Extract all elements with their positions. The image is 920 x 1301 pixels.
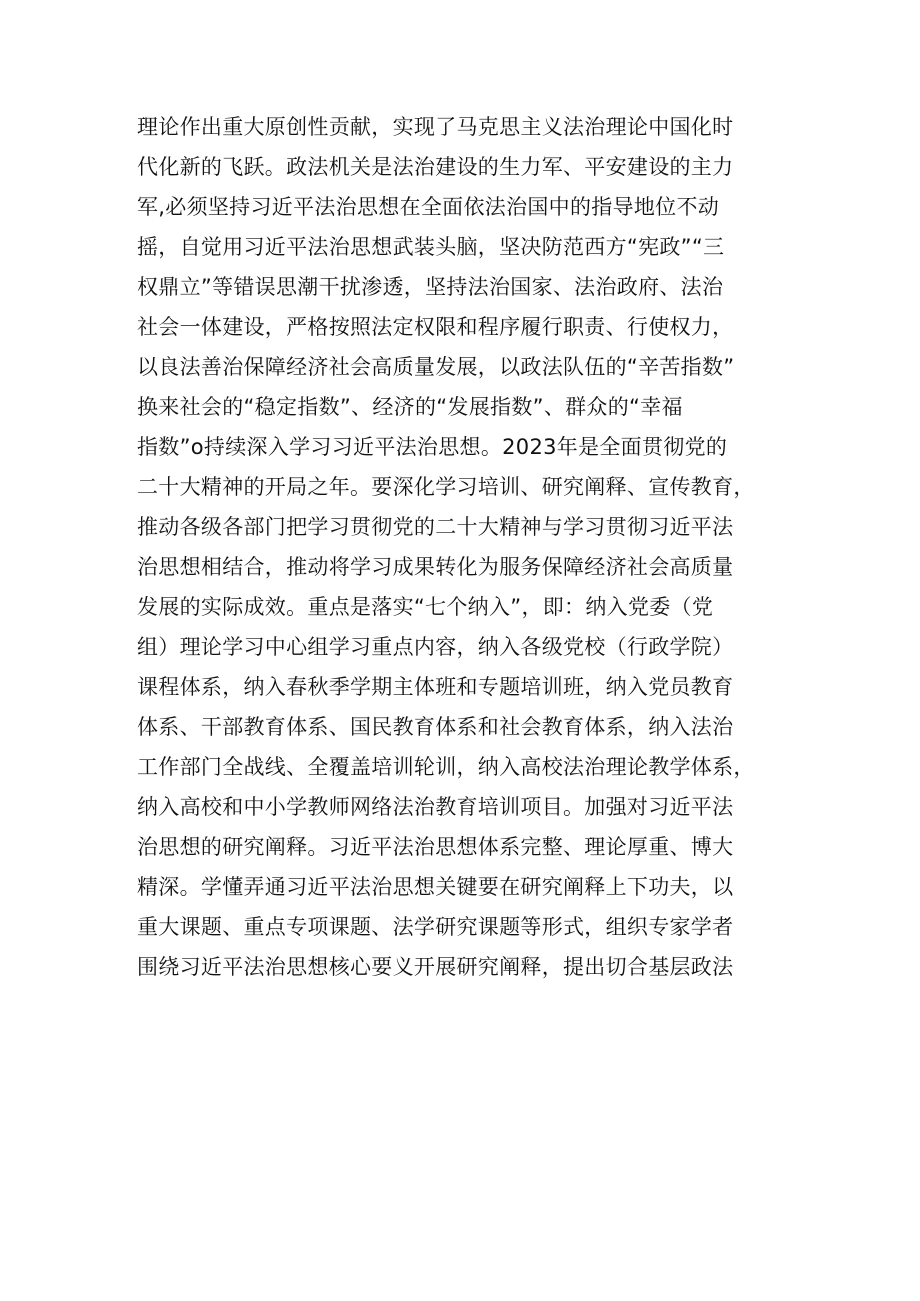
- text-line: 推动各级各部门把学习贯彻党的二十大精神与学习贯彻习近平法: [137, 515, 734, 539]
- text-line: 重大课题、重点专项课题、法学研究课题等形式，组织专家学者: [137, 915, 734, 939]
- text-line: 精深。学懂弄通习近平法治思想关键要在研究阐释上下功夫，以: [137, 875, 734, 899]
- text-line: 发展的实际成效。重点是落实“七个纳入”，即：纳入党委（党: [137, 595, 714, 619]
- text-line: 纳入高校和中小学教师网络法治教育培训项目。加强对习近平法: [137, 795, 734, 819]
- text-line: 换来社会的“稳定指数”、经济的“发展指数”、群众的“幸福: [137, 395, 683, 419]
- text-line: 社会一体建设，严格按照法定权限和程序履行职责、行使权力，: [137, 315, 734, 339]
- text-line: 课程体系，纳入春秋季学期主体班和专题培训班，纳入党员教育: [137, 675, 734, 699]
- text-line: 组）理论学习中心组学习重点内容，纳入各级党校（行政学院）: [137, 635, 734, 659]
- text-line: 工作部门全战线、全覆盖培训轮训，纳入高校法治理论教学体系，: [137, 755, 755, 779]
- text-line: 体系、干部教育体系、国民教育体系和社会教育体系，纳入法治: [137, 715, 734, 739]
- text-line: 二十大精神的开局之年。要深化学习培训、研究阐释、宣传教育，: [137, 475, 755, 499]
- text-line: 权鼎立”等错误思潮干扰渗透，坚持法治国家、法治政府、法治: [137, 275, 724, 299]
- text-line: 治思想相结合，推动将学习成果转化为服务保障经济社会高质量: [137, 555, 734, 579]
- text-line: 以良法善治保障经济社会高质量发展，以政法队伍的“辛苦指数”: [137, 355, 735, 379]
- text-line: 理论作出重大原创性贡献，实现了马克思主义法治理论中国化时: [137, 115, 734, 139]
- text-line: 指数”o持续深入学习习近平法治思想。2023年是全面贯彻党的: [137, 435, 728, 459]
- text-line: 围绕习近平法治思想核心要义开展研究阐释，提出切合基层政法: [137, 955, 734, 979]
- text-line: 治思想的研究阐释。习近平法治思想体系完整、理论厚重、博大: [137, 835, 734, 859]
- text-line: 军,必须坚持习近平法治思想在全面依法治国中的指导地位不动: [137, 195, 720, 219]
- body-text: [137, 107, 797, 987]
- text-line: 摇，自觉用习近平法治思想武装头脑，坚决防范西方“宪政”“三: [137, 235, 725, 259]
- text-line: 代化新的飞跃。政法机关是法治建设的生力军、平安建设的主力: [137, 155, 734, 179]
